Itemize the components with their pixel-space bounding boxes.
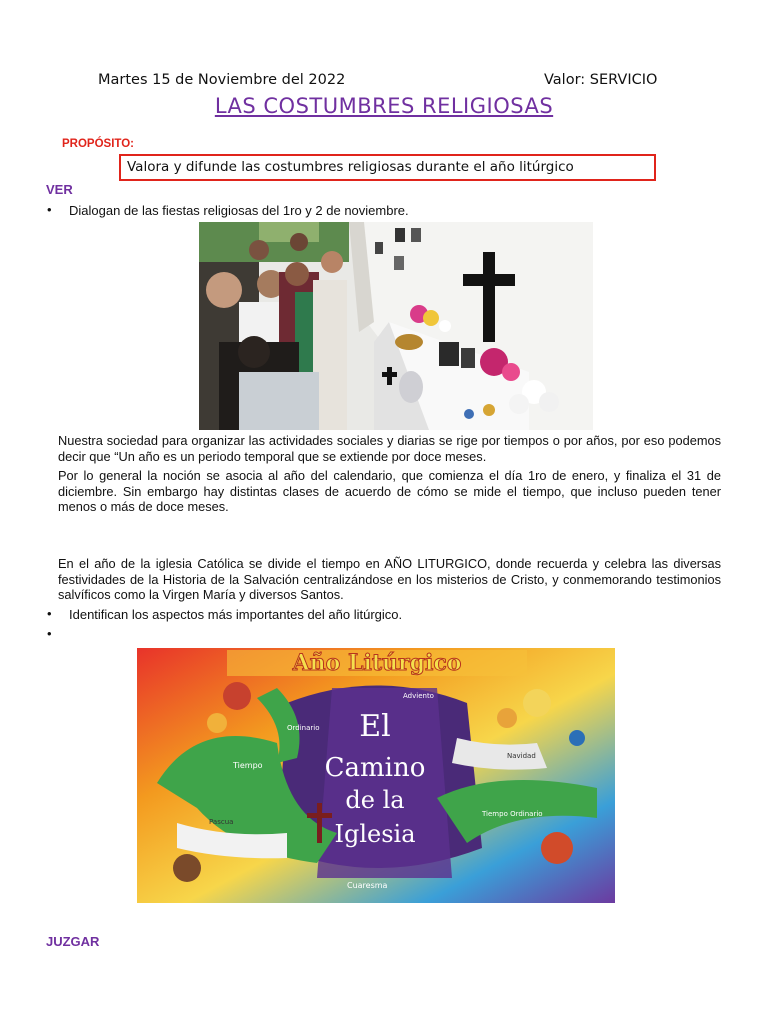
poster-label: Navidad [507, 752, 536, 760]
poster-label: Pascua [209, 818, 234, 826]
proposito-text: Valora y difunde las costumbres religiosas durante el año litúrgico [127, 159, 574, 175]
proposito-box [119, 154, 656, 181]
bullet-marker: • [47, 606, 52, 621]
date-text: Martes 15 de Noviembre del 2022 [98, 72, 346, 88]
poster-center-line: de la [345, 786, 405, 814]
ano-liturgico-poster [137, 648, 615, 903]
paragraph-sociedad: Nuestra sociedad para organizar las actividades sociales y diarias se rige por tiempos o por años, por eso podemos decir que “Un año es un periodo temporal que se extiende por doce meses. [58, 433, 721, 464]
bullet-marker-empty: • [47, 626, 52, 641]
poster-label: Tiempo [233, 761, 263, 770]
poster-label: Ordinario [287, 724, 320, 732]
section-ver-heading: VER [46, 182, 73, 197]
paragraph-ano-liturgico: En el año de la iglesia Católica se divide el tiempo en AÑO LITURGICO, donde recuerda y celebra las diversas festividades de la Historia de la Salvación centralizándose en los misterios de Cristo, y conmemorando testimonios salvíficos como la Virgen María y diversos Santos. [58, 556, 721, 602]
bullet-identifican: Identifican los aspectos más importantes del año litúrgico. [69, 607, 403, 622]
bullet-dialogan: Dialogan de las fiestas religiosas del 1ro y 2 de noviembre. [69, 203, 409, 218]
poster-banner: Año Litúrgico [292, 650, 462, 676]
poster-center-line: El [359, 709, 391, 744]
poster-label: Adviento [403, 692, 434, 700]
poster-center-line: Camino [324, 753, 426, 783]
poster-label: Cuaresma [347, 881, 388, 890]
bullet-marker: • [47, 202, 52, 217]
poster-label: Tiempo Ordinario [482, 810, 543, 818]
section-juzgar-heading: JUZGAR [46, 934, 100, 949]
paragraph-calendario: Por lo general la noción se asocia al año del calendario, que comienza el día 1ro de enero, y finaliza el 31 de diciembre. Sin embargo hay distintas clases de acuerdo de cómo se mide el tiempo, que incluso pueden tener menos o más de doce meses. [58, 468, 721, 514]
poster-center-line: Iglesia [334, 820, 416, 848]
altar-photo [199, 222, 593, 430]
valor-text: Valor: SERVICIO [544, 72, 658, 88]
page-title: LAS COSTUMBRES RELIGIOSAS [214, 94, 554, 118]
proposito-label: PROPÓSITO: [62, 138, 134, 150]
